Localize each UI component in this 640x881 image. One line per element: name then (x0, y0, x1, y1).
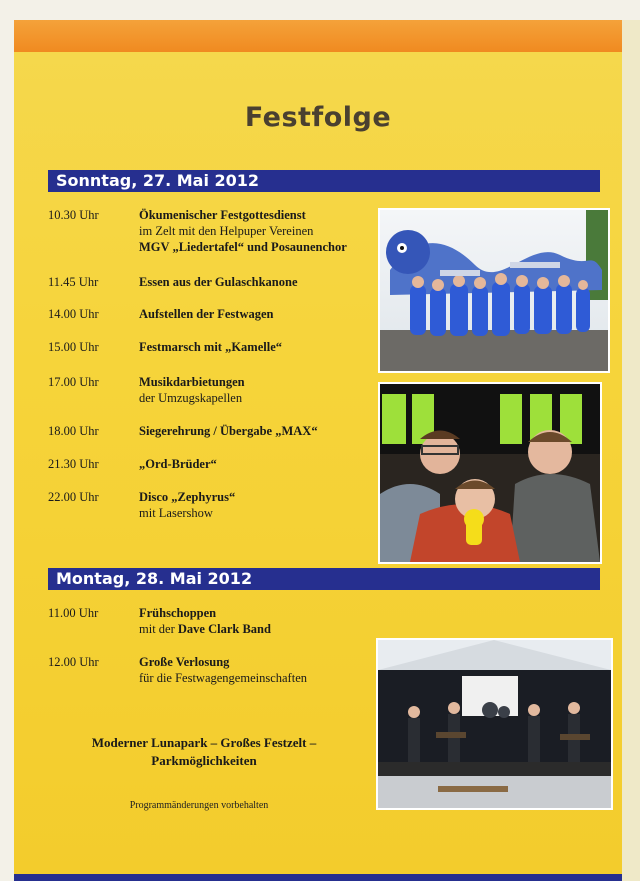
event-sub: mit Lasershow (139, 506, 213, 520)
event-time: 15.00 Uhr (48, 340, 99, 354)
monday-header: Montag, 28. Mai 2012 (48, 568, 600, 590)
event-name: Essen aus der Gulaschkanone (139, 275, 298, 289)
event-time: 10.30 Uhr (48, 208, 99, 222)
sunday-header: Sonntag, 27. Mai 2012 (48, 170, 600, 192)
event-time: 22.00 Uhr (48, 490, 99, 504)
event-time: 17.00 Uhr (48, 375, 99, 389)
page-title: Festfolge (244, 102, 392, 133)
event-time: 14.00 Uhr (48, 307, 99, 321)
band-name: Dave Clark Band (177, 622, 271, 636)
event-name: Ökumenischer Festgottesdienst (139, 208, 306, 222)
event-name: „Ord-Brüder“ (139, 457, 217, 471)
radio-interview-photo (378, 382, 602, 564)
event-name: Siegerehrung / Übergabe „MAX“ (139, 424, 318, 438)
event-time: 18.00 Uhr (48, 424, 99, 438)
event-name: Disco „Zephyrus“ (139, 490, 236, 504)
event-sub: der Umzugskapellen (139, 391, 243, 405)
footer-line-1: Moderner Lunapark – Großes Festzelt – (91, 735, 317, 750)
changes-note: Programmänderungen vorbehalten (129, 800, 269, 811)
program-page (14, 20, 622, 881)
event-sub2: MGV „Liedertafel“ und Posaunenchor (139, 240, 347, 254)
event-time: 11.45 Uhr (48, 275, 99, 289)
event-name: Festmarsch mit „Kamelle“ (139, 340, 283, 354)
event-sub: im Zelt mit den Helpuper Vereinen (139, 224, 314, 238)
footer-line-2: Parkmöglichkeiten (151, 753, 257, 768)
event-time: 21.30 Uhr (48, 457, 99, 471)
parade-photo (378, 208, 610, 373)
bottom-bar (14, 874, 622, 881)
orange-header-strip (14, 20, 622, 52)
event-name: Große Verlosung (139, 655, 230, 669)
event-name: Musikdarbietungen (139, 375, 245, 389)
event-sub: mit der Dave Clark Band (139, 622, 271, 636)
page-edge (622, 20, 640, 881)
event-time: 12.00 Uhr (48, 655, 99, 669)
event-name: Aufstellen der Festwagen (139, 307, 274, 321)
event-name: Frühschoppen (139, 606, 217, 620)
event-sub: für die Festwagengemeinschaften (139, 671, 307, 685)
event-time: 11.00 Uhr (48, 606, 99, 620)
band-stage-photo (376, 638, 613, 810)
